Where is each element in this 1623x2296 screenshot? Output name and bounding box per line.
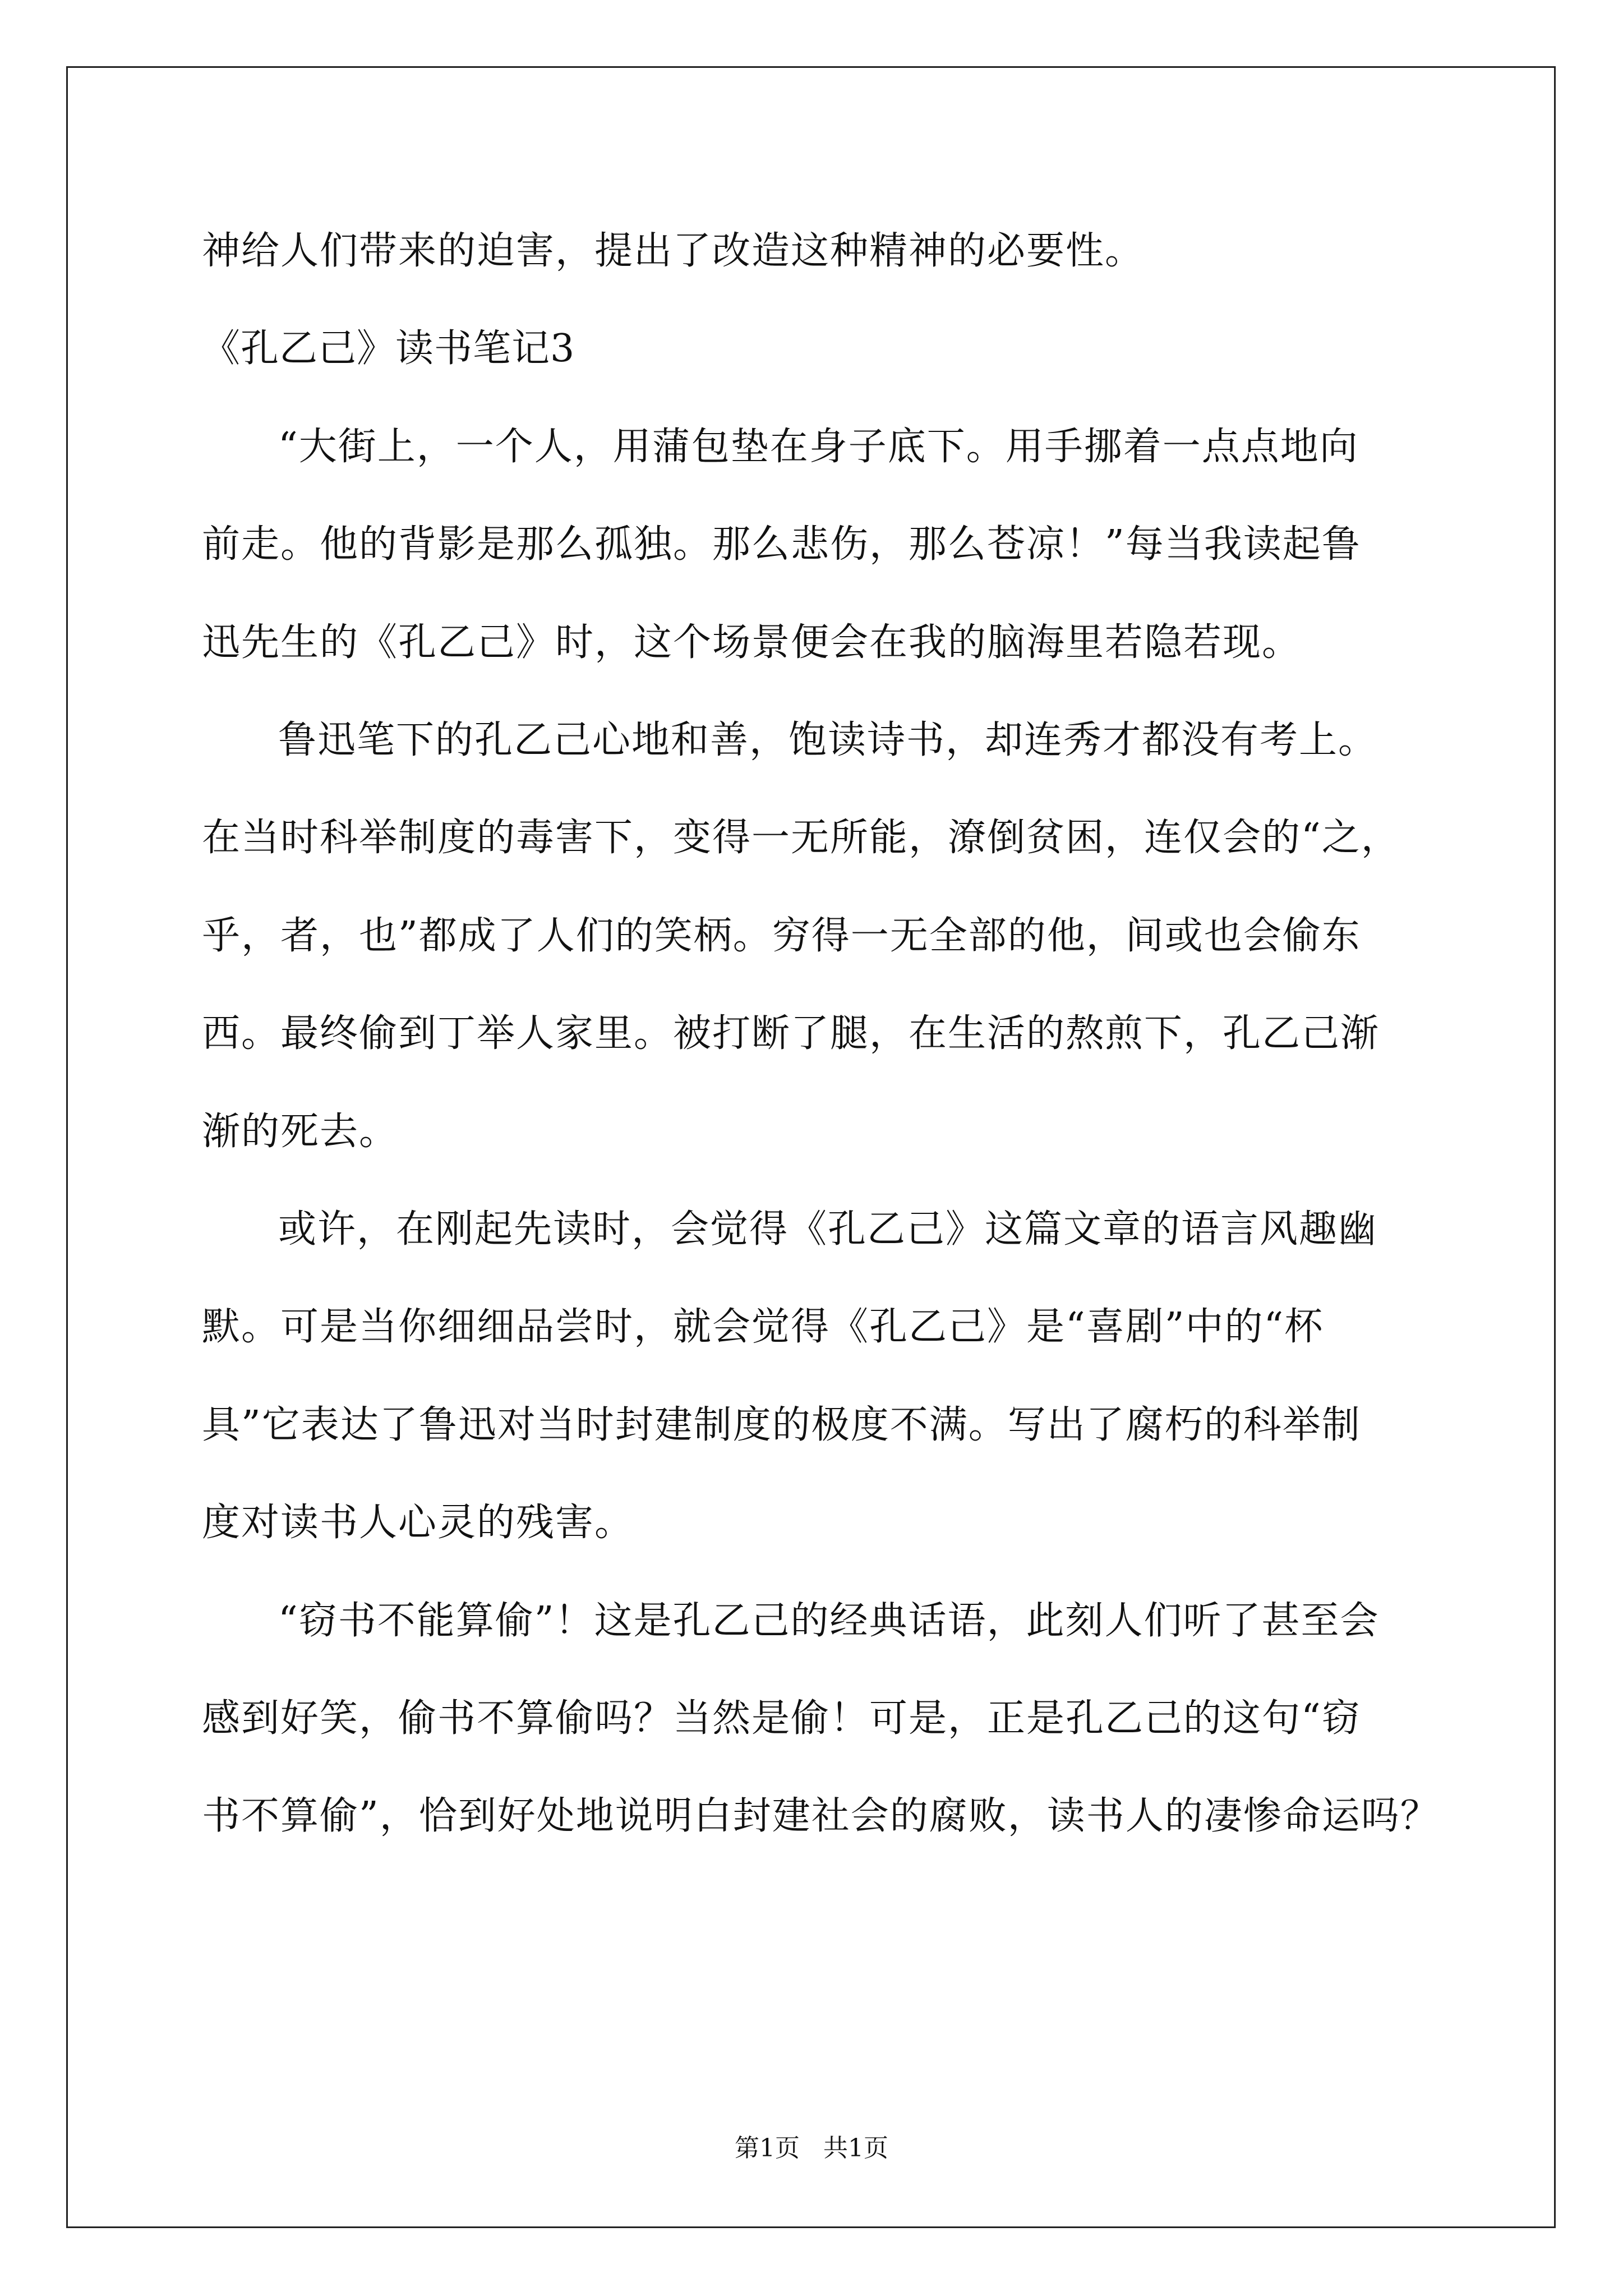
paragraph-4-line-2: 感到好笑，偷书不算偷吗？当然是偷！可是，正是孔乙己的这句“窃 <box>202 1696 1361 1741</box>
paragraph-1-line-2: 前走。他的背影是那么孤独。那么悲伤，那么苍凉！”每当我读起鲁 <box>202 522 1361 567</box>
paragraph-2-line-3: 乎，者，也”都成了人们的笑柄。穷得一无全部的他，间或也会偷东 <box>202 914 1361 958</box>
paragraph-3-line-4: 度对读书人心灵的残害。 <box>202 1501 634 1545</box>
paragraph-2-line-2: 在当时科举制度的毒害下，变得一无所能，潦倒贫困，连仅会的“之， <box>202 816 1400 860</box>
paragraph-3-line-3: 具”它表达了鲁迅对当时封建制度的极度不满。写出了腐朽的科举制 <box>202 1403 1361 1447</box>
text-line-continuation: 神给人们带来的迫害，提出了改造这种精神的必要性。 <box>202 229 1145 273</box>
paragraph-2-line-1: 鲁迅笔下的孔乙己心地和善，饱读诗书，却连秀才都没有考上。 <box>278 718 1378 762</box>
paragraph-3-line-2: 默。可是当你细细品尝时，就会觉得《孔乙己》是“喜剧”中的“杯 <box>202 1305 1324 1349</box>
paragraph-3-line-1: 或许，在刚起先读时，会觉得《孔乙己》这篇文章的语言风趣幽 <box>278 1207 1378 1251</box>
page-footer: 第1页 共1页 <box>735 2134 888 2162</box>
paragraph-1-line-3: 迅先生的《孔乙己》时，这个场景便会在我的脑海里若隐若现。 <box>202 620 1302 665</box>
section-heading: 《孔乙己》读书笔记3 <box>202 326 575 371</box>
paragraph-4-line-1: “窃书不能算偷”！这是孔乙己的经典话语，此刻人们听了甚至会 <box>278 1599 1380 1643</box>
paragraph-1-line-1: “大街上，一个人，用蒲包垫在身子底下。用手挪着一点点地向 <box>278 425 1359 469</box>
paragraph-2-line-5: 渐的死去。 <box>202 1110 399 1154</box>
paragraph-4-line-3: 书不算偷”，恰到好处地说明白封建社会的腐败，读书人的凄惨命运吗？ <box>202 1794 1440 1838</box>
paragraph-2-line-4: 西。最终偷到丁举人家里。被打断了腿，在生活的熬煎下，孔乙己渐 <box>202 1011 1380 1056</box>
